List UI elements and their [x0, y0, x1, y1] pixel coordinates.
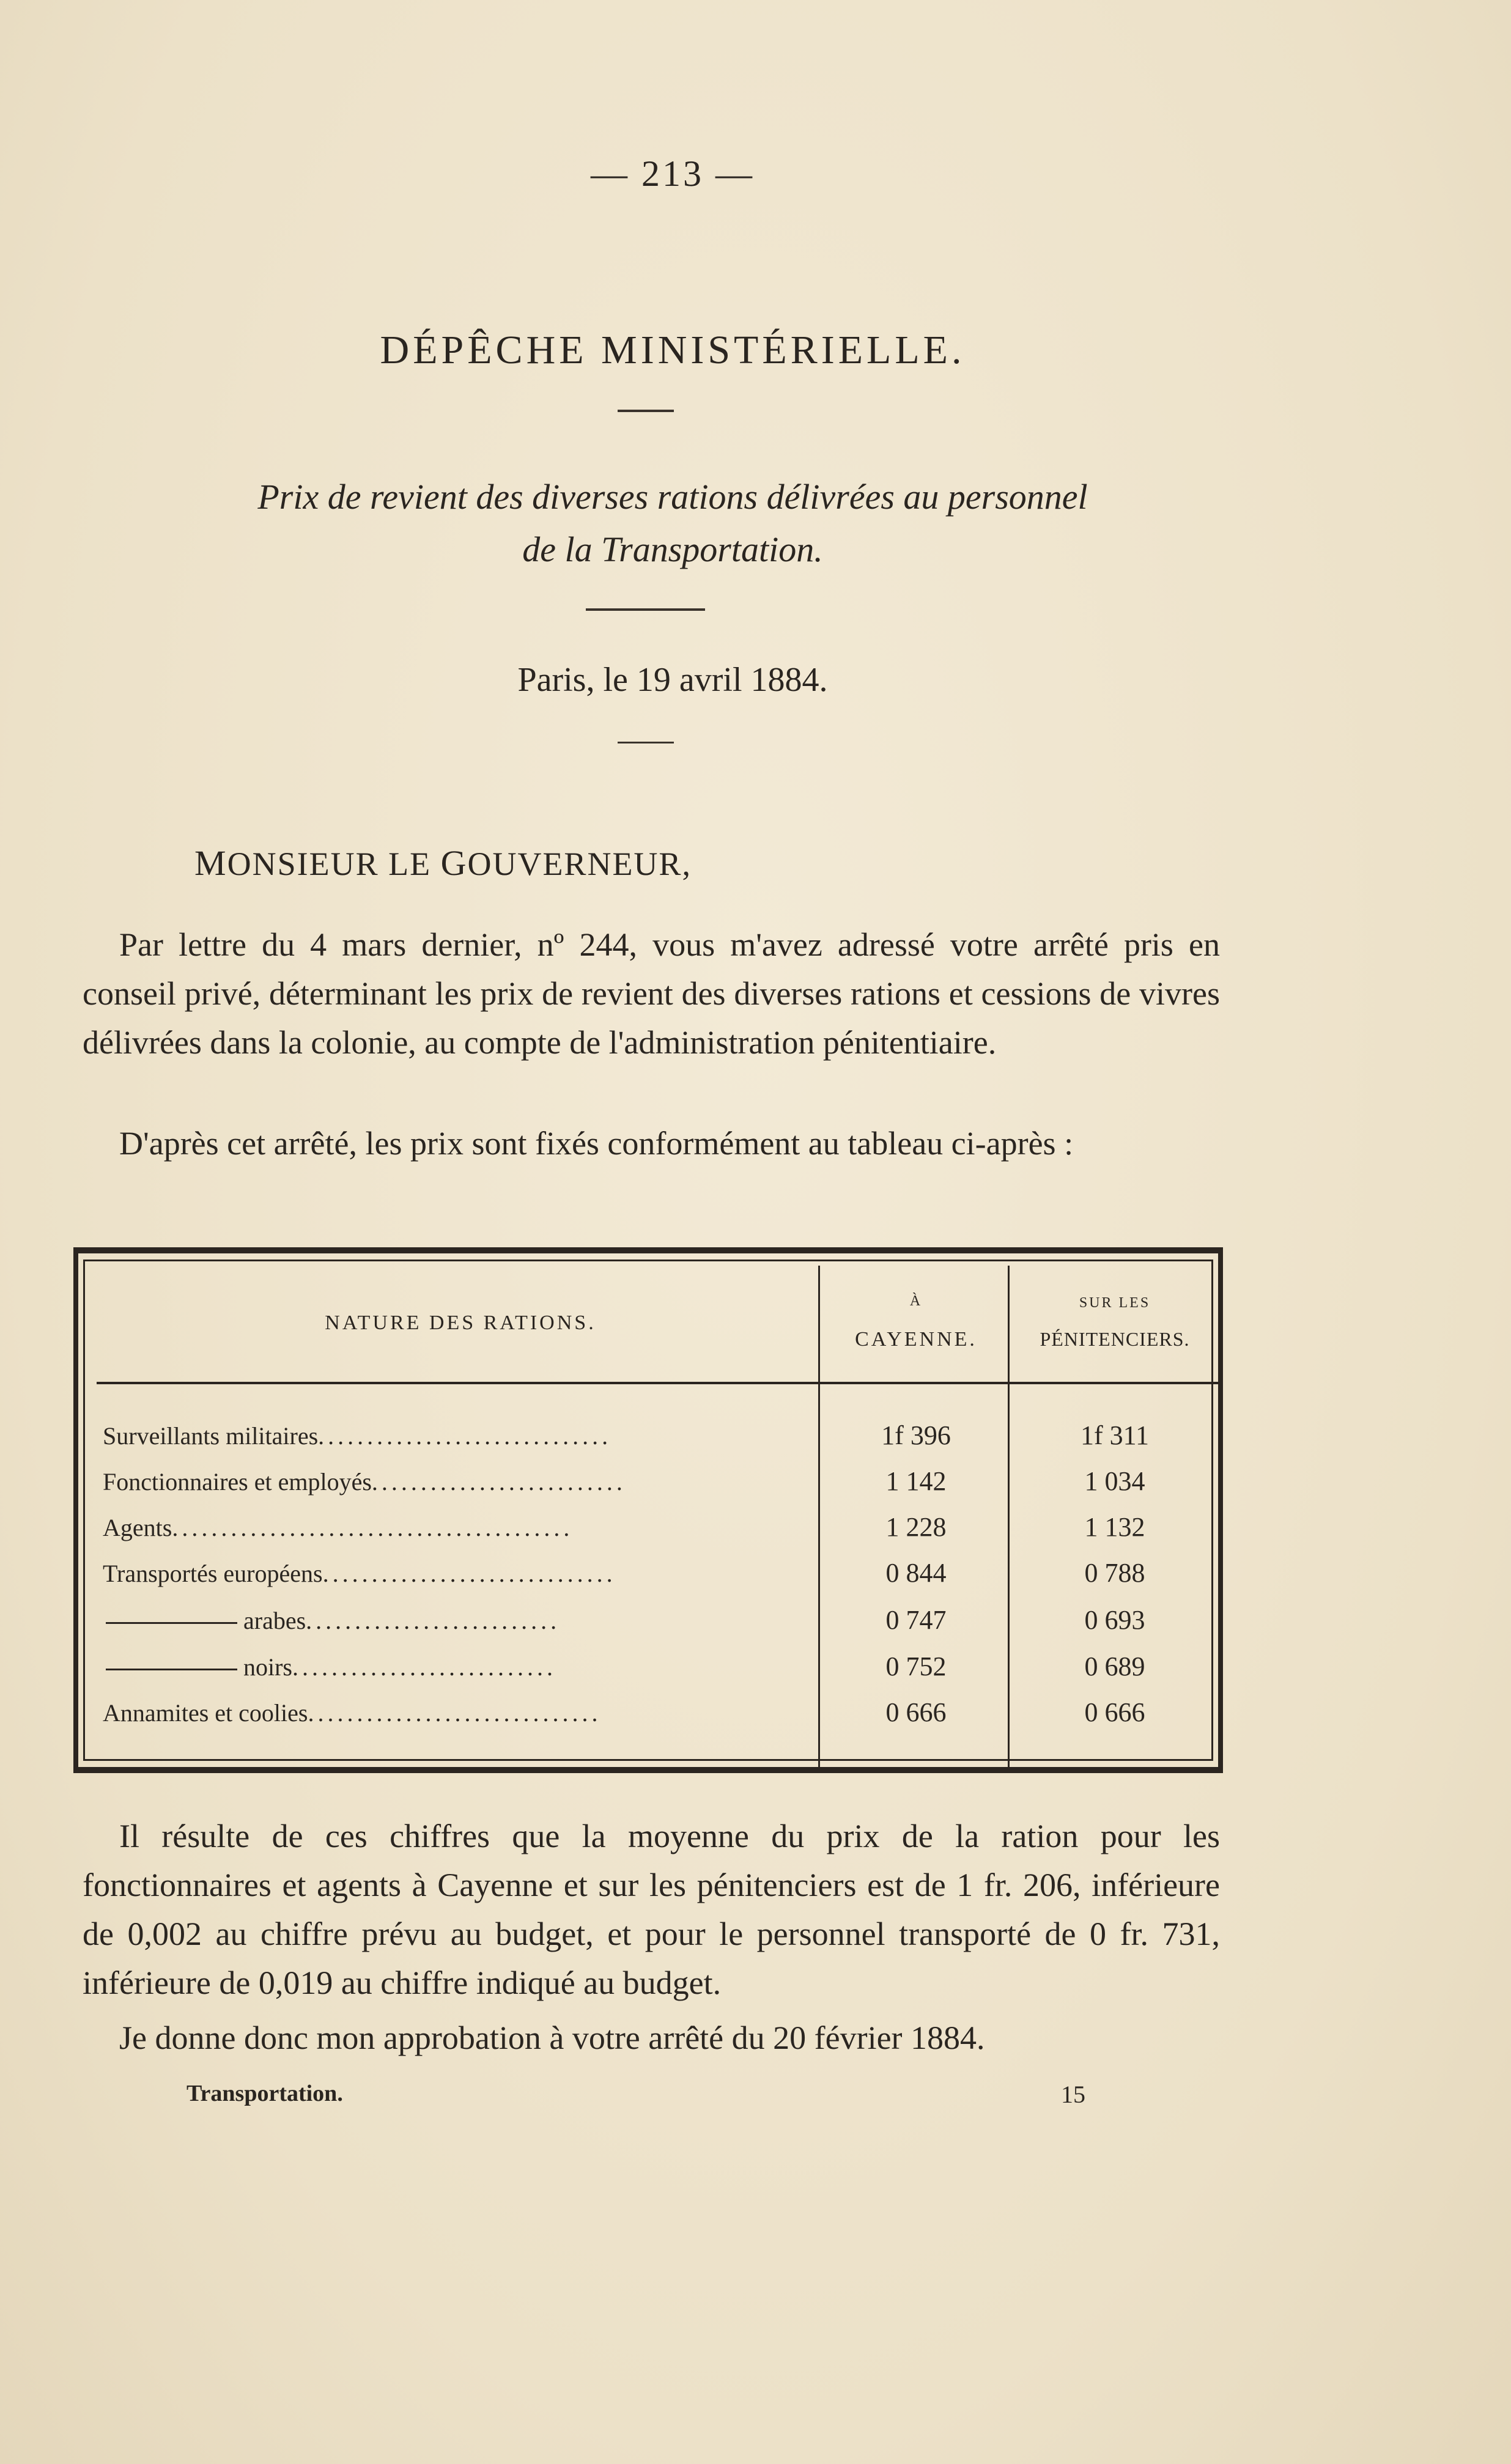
row-label-agents: Agents.........................................: [103, 1514, 574, 1541]
header-penitenciers-top: SUR LES: [1079, 1295, 1151, 1311]
cell-penit-1: 1 034: [1084, 1466, 1145, 1496]
document-heading: DÉPÊCHE MINISTÉRIELLE.: [380, 328, 966, 372]
cell-cayenne-0: 1f 396: [881, 1420, 951, 1450]
header-cayenne: CAYENNE.: [855, 1328, 977, 1351]
row-label-annamites: Annamites et coolies..............................: [103, 1699, 602, 1727]
header-nature: NATURE DES RATIONS.: [325, 1311, 596, 1334]
cell-cayenne-1: 1 142: [885, 1466, 947, 1496]
cell-penit-6: 0 666: [1084, 1697, 1145, 1727]
header-cayenne-top: À: [909, 1293, 923, 1309]
cell-penit-0: 1f 311: [1080, 1420, 1150, 1450]
row-label-arabes: arabes..........................: [103, 1606, 560, 1635]
column-divider-1: [818, 1266, 820, 1767]
cell-penit-2: 1 132: [1084, 1512, 1145, 1542]
ditto-dash: [106, 1622, 237, 1624]
heading-rule: [618, 410, 674, 412]
row-label-noirs: noirs...........................: [103, 1653, 556, 1681]
paragraph-4: Je donne donc mon approbation à votre arrêté du 20 février 1884.: [119, 2020, 985, 2056]
salutation-part-1: ONSIEUR LE: [227, 846, 441, 882]
column-divider-2: [1008, 1266, 1010, 1767]
cell-penit-3: 0 788: [1084, 1558, 1145, 1588]
header-divider: [97, 1382, 885, 1384]
salutation: [194, 843, 692, 883]
subtitle-line-2: de la Transportation.: [522, 529, 823, 569]
header-divider-right: [843, 1382, 1222, 1384]
footer-sheet-number: 15: [1061, 2081, 1085, 2108]
subtitle-line-1: Prix de revient des diverses rations délivrées au personnel: [257, 477, 1088, 517]
cell-cayenne-2: 1 228: [885, 1512, 947, 1542]
subtitle-rule: [586, 608, 705, 611]
ditto-dash: [106, 1669, 237, 1670]
page-number: — 213 —: [591, 153, 755, 194]
cell-cayenne-3: 0 844: [885, 1558, 947, 1588]
salutation-part-2: OUVERNEUR,: [467, 846, 692, 882]
row-label-surveillants: Surveillants militaires..............................: [103, 1422, 612, 1450]
dateline: Paris, le 19 avril 1884.: [517, 661, 828, 699]
rations-table: [73, 1247, 1223, 1773]
cell-penit-5: 0 689: [1084, 1651, 1145, 1681]
cell-cayenne-5: 0 752: [885, 1651, 947, 1681]
paragraph-2: D'après cet arrêté, les prix sont fixés conformément au tableau ci-après :: [119, 1125, 1074, 1162]
row-label-fonctionnaires: Fonctionnaires et employés..........................: [103, 1468, 626, 1496]
paragraph-1: Par lettre du 4 mars dernier, nº 244, vous m'avez adressé votre arrêté pris en conseil privé, déterminant les prix de revient des diverses rations et cessions de vivres délivrées dans la colonie, au compte de l'administration pénitentiaire.: [83, 926, 1220, 1061]
dateline-rule: [618, 742, 674, 743]
salutation-initial-m: M: [194, 843, 227, 883]
row-label-transportes-europeens: Transportés européens..............................: [103, 1560, 616, 1587]
salutation-initial-g: G: [440, 843, 468, 883]
cell-penit-4: 0 693: [1084, 1605, 1145, 1635]
paragraph-3: Il résulte de ces chiffres que la moyenne du prix de la ration pour les fonctionnaires et agents à Cayenne et sur les pénitenciers est de 1 fr. 206, inférieure de 0,002 au chiffre prévu au budget, et pour le personnel transporté de 0 fr. 731, inférieure de 0,019 au chiffre indiqué au budget.: [83, 1818, 1220, 2001]
header-penitenciers: PÉNITENCIERS.: [1040, 1328, 1190, 1350]
footer-signature: Transportation.: [187, 2081, 343, 2106]
cell-cayenne-4: 0 747: [885, 1605, 947, 1635]
cell-cayenne-6: 0 666: [885, 1697, 947, 1727]
